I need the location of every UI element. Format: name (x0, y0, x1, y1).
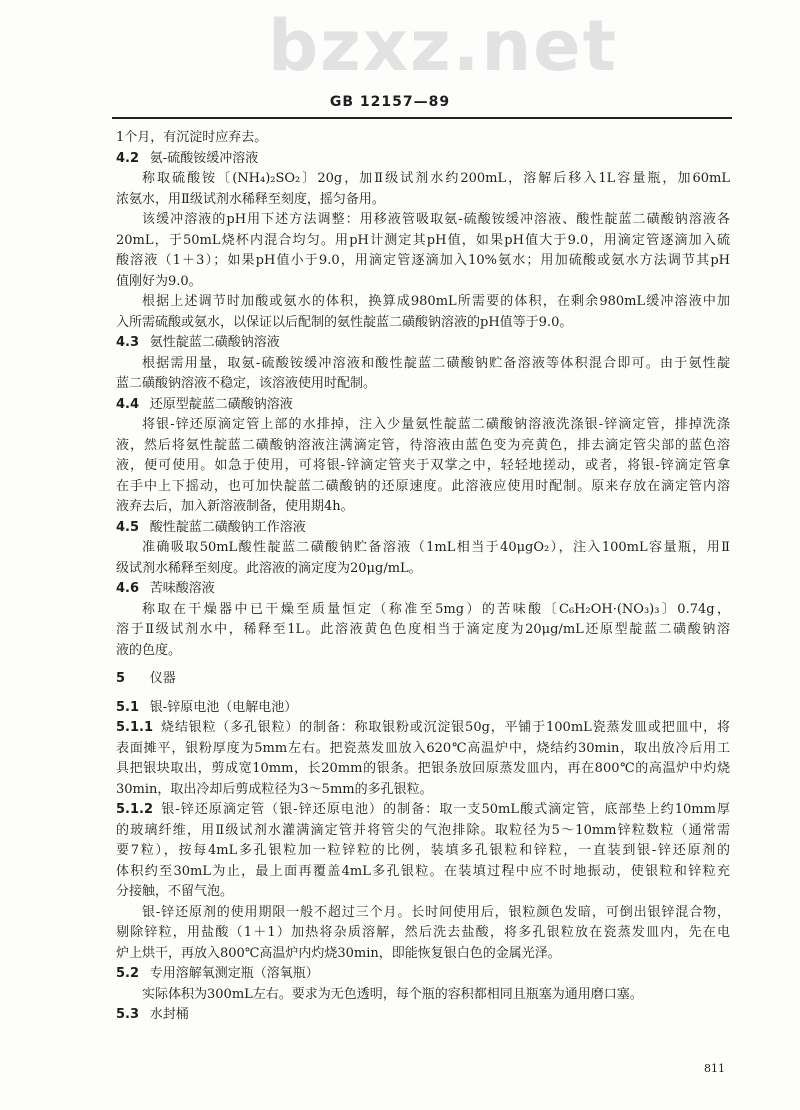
text-line: 称取在干燥器中已干燥至质量恒定（称准至5mg）的苦味酸〔C₆H₂OH·(NO₃)₃〕0.74g， (142, 601, 730, 617)
section-number: 5.2 (116, 966, 140, 981)
page-number: 811 (704, 1062, 725, 1075)
document-body (116, 128, 730, 1026)
section-number: 4.6 (116, 581, 140, 596)
section-heading (116, 669, 730, 690)
text-line: 具把银块取出，剪成宽10mm，长20mm的银条。把银条放回原蒸发皿内，再在800℃的高温炉中灼烧 (116, 761, 730, 776)
section-heading (116, 718, 730, 739)
text-line: 在手中上下摇动，也可加快靛蓝二磺酸钠的还原速度。此溶液应使用时配制。原来存放在滴定管内溶 (116, 478, 730, 494)
text-line: 蓝二磺酸钠溶液不稳定，该溶液使用时配制。 (116, 376, 377, 391)
text-line: 该缓冲溶液的pH用下述方法调整：用移液管吸取氨-硫酸铵缓冲溶液、酸性靛蓝二磺酸钠溶液各 (142, 212, 730, 227)
watermark: bzxz.net (268, 5, 619, 87)
text-line: 溶于Ⅱ级试剂水中，稀释至1L。此溶液黄色色度相当于滴定度为20μg/mL还原型靛蓝二磺酸钠溶 (116, 622, 730, 637)
section-title: 专用溶解氧测定瓶（溶氧瓶） (149, 966, 319, 981)
section-number: 5.3 (116, 1007, 140, 1022)
section-title: 银-锌原电池（电解电池） (149, 699, 298, 715)
section-title: 烧结银粒（多孔银粒）的制备：称取银粉或沉淀银50g，平铺于100mL瓷蒸发皿或把皿中，将 (160, 720, 730, 735)
header-rule (112, 117, 732, 119)
text-line: 浓氨水，用Ⅱ级试剂水稀释至刻度，摇匀备用。 (116, 191, 385, 207)
section-title: 仪器 (149, 671, 176, 686)
section-heading (116, 333, 730, 354)
section-heading (116, 395, 730, 416)
text-line: 分接触，不留气泡。 (116, 884, 234, 899)
text-line: 值刚好为9.0。 (116, 273, 202, 289)
text-line: 称取硫酸铵〔(NH₄)₂SO₂〕20g，加Ⅱ级试剂水约200mL，溶解后移入1L容量瓶，加60mL (142, 171, 730, 186)
section-heading (116, 149, 730, 170)
section-number: 4.3 (116, 335, 140, 350)
text-line: 酸溶液（1＋3）；如果pH值小于9.0，用滴定管逐滴加入10%氨水；用加硫酸或氨水方法调节其pH (116, 253, 730, 268)
text-line: 实际体积为300mL左右。要求为无色透明，每个瓶的容积都相同且瓶塞为通用磨口塞。 (142, 986, 643, 1002)
text-line: 银-锌还原剂的使用期限一般不超过三个月。长时间使用后，银粒颜色发暗，可倒出银锌混合物， (142, 904, 730, 920)
section-number: 4.4 (116, 396, 140, 412)
text-line: 液弃去后，加入新溶液制备，使用期4h。 (116, 499, 354, 514)
text-line: 将银-锌还原滴定管上部的水排掉，注入少量氨性靛蓝二磺酸钠溶液洗涤银-锌滴定管，排掉洗涤 (142, 417, 730, 432)
text-line: 表面摊平，银粉厚度为5mm左右。把瓷蒸发皿放入620℃高温炉中，烧结约30min，取出放冷后用工 (116, 740, 730, 756)
text-line: 炉上烘干，再放入800℃高温炉内灼烧30min，即能恢复银白色的金属光泽。 (116, 945, 561, 961)
text-line: 级试剂水稀释至刻度。此溶液的滴定度为20μg/mL。 (116, 560, 422, 576)
section-title: 银-锌还原滴定管（银-锌还原电池）的制备：取一支50mL酸式滴定管，底部垫上约10mm厚 (160, 802, 730, 817)
section-heading (116, 698, 730, 719)
section-number: 5.1.2 (116, 802, 154, 817)
text-line: 根据需用量，取氨-硫酸铵缓冲溶液和酸性靛蓝二磺酸钠贮备溶液等体积混合即可。由于氨性靛 (142, 355, 730, 371)
section-heading (116, 800, 730, 821)
section-number: 4.5 (116, 519, 140, 535)
text-line: 入所需硫酸或氨水，以保证以后配制的氨性靛蓝二磺酸钠溶液的pH值等于9.0。 (116, 314, 573, 330)
section-number: 4.2 (116, 150, 140, 166)
text-line: 30min，取出冷却后剪成粒径为3～5mm的多孔银粒。 (116, 781, 433, 797)
text-line: 液，然后将氨性靛蓝二磺酸钠溶液注满滴定管，待溶液由蓝色变为亮黄色，排去滴定管尖部的蓝色溶 (116, 437, 730, 453)
text-line: 根据上述调节时加酸或氨水的体积，换算成980mL所需要的体积，在剩余980mL缓冲溶液中加 (142, 294, 730, 309)
section-heading (116, 1005, 730, 1026)
text-line: 液，便可使用。如急于使用，可将银-锌滴定管夹于双掌之中，轻轻地搓动，或者，将银-锌滴定管拿 (116, 458, 730, 473)
text-line: 的玻璃纤维，用Ⅱ级试剂水灌满滴定管并将管尖的气泡排除。取粒径为5～10mm锌粒数粒（通常需 (116, 822, 730, 838)
section-number: 5.1.1 (116, 720, 154, 735)
section-title: 苦味酸溶液 (149, 581, 215, 596)
text-line: 1个月，有沉淀时应弃去。 (116, 130, 268, 145)
section-title: 还原型靛蓝二磺酸钠溶液 (149, 396, 293, 412)
text-line: 体积约至30mL为止，最上面再覆盖4mL多孔银粒。在装填过程中应不时地振动，使银粒和锌粒充 (116, 863, 730, 879)
standard-code-header: GB 12157—89 (329, 94, 451, 110)
section-number: 5.1 (116, 699, 140, 715)
section-title: 氨性靛蓝二磺酸钠溶液 (149, 335, 280, 350)
text-line: 剔除锌粒，用盐酸（1＋1）加热将杂质溶解，然后洗去盐酸，将多孔银粒放在瓷蒸发皿内，先在电 (116, 925, 730, 940)
text-line: 准确吸取50mL酸性靛蓝二磺酸钠贮备溶液（1mL相当于40μgO₂），注入100mL容量瓶，用Ⅱ (142, 540, 730, 555)
text-line: 要7粒），按每4mL多孔银粒加一粒锌粒的比例，装填多孔银粒和锌粒，一直装到银-锌还原剂的 (116, 843, 730, 858)
section-title: 水封桶 (149, 1007, 189, 1022)
text-line: 液的色度。 (116, 642, 182, 658)
section-number: 5 (116, 671, 126, 686)
section-heading (116, 518, 730, 539)
section-title: 酸性靛蓝二磺酸钠工作溶液 (149, 519, 306, 535)
section-heading (116, 964, 730, 985)
text-line: 20mL，于50mL烧杯内混合均匀。用pH计测定其pH值，如果pH值大于9.0，用滴定管逐滴加入硫 (116, 232, 730, 248)
section-heading (116, 579, 730, 600)
section-title: 氨-硫酸铵缓冲溶液 (149, 150, 259, 166)
